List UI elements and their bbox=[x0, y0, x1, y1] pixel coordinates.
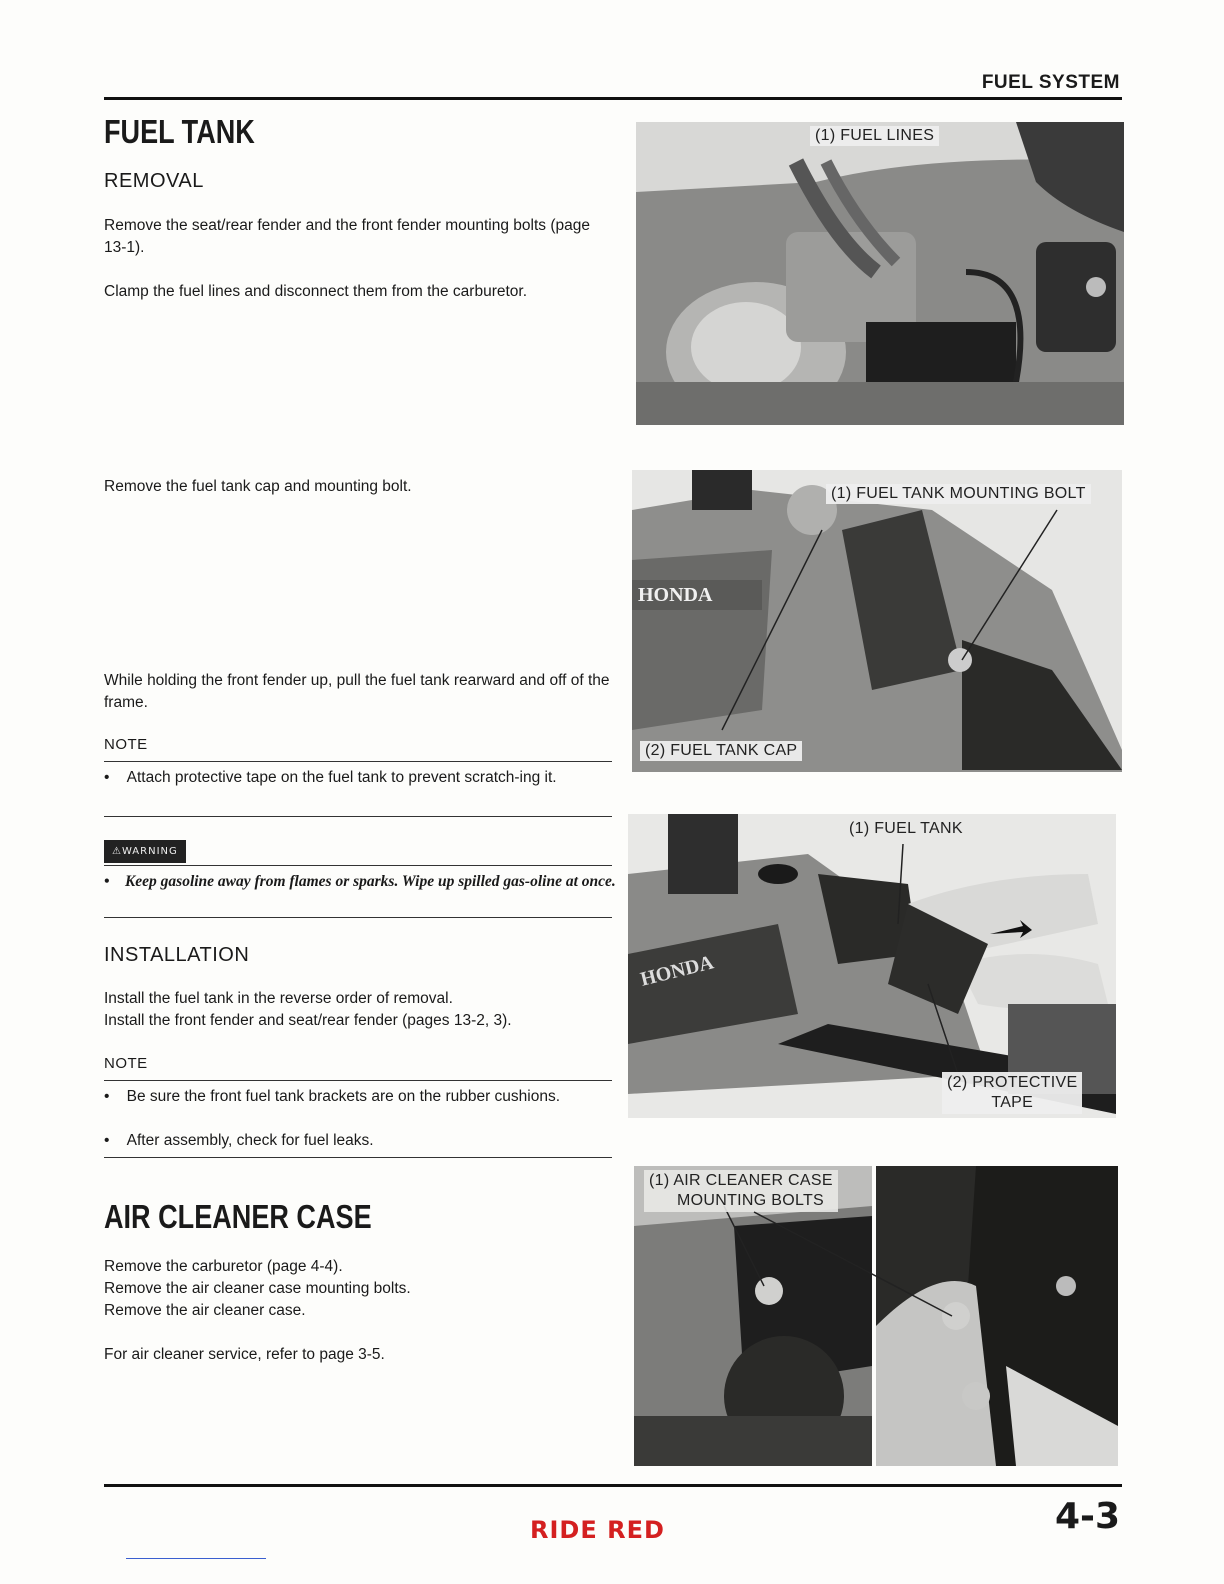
air-cleaner-step-3: Remove the air cleaner case. bbox=[104, 1302, 306, 1319]
leader-lines bbox=[634, 1166, 1118, 1466]
note-item: • Attach protective tape on the fuel tank to prevent scratch-ing it. bbox=[104, 769, 557, 786]
callout-tank-mounting-bolt: (1) FUEL TANK MOUNTING BOLT bbox=[826, 484, 1091, 504]
installation-step-2: Install the front fender and seat/rear fender (pages 13-2, 3). bbox=[104, 1012, 512, 1029]
honda-logo: HONDA bbox=[638, 584, 713, 606]
note-rule-top bbox=[104, 761, 612, 762]
note-rule-top bbox=[104, 1080, 612, 1081]
air-cleaner-step-2: Remove the air cleaner case mounting bolts. bbox=[104, 1280, 411, 1297]
warning-badge: ⚠WARNING bbox=[104, 840, 186, 863]
warning-text: • Keep gasoline away from flames or sparks. Wipe up spilled gas-oline at once. bbox=[104, 873, 616, 890]
honda-logo: HONDA bbox=[638, 951, 716, 991]
section-header: FUEL SYSTEM bbox=[981, 72, 1120, 93]
installation-step-1: Install the fuel tank in the reverse order of removal. bbox=[104, 990, 453, 1007]
note-item: • After assembly, check for fuel leaks. bbox=[104, 1132, 374, 1149]
air-cleaner-step-4: For air cleaner service, refer to page 3-5. bbox=[104, 1346, 385, 1363]
air-cleaner-title: AIR CLEANER CASE bbox=[104, 1198, 372, 1235]
bottom-link-underline bbox=[126, 1558, 266, 1559]
note-rule-bottom bbox=[104, 816, 612, 817]
callout-fuel-lines: (1) FUEL LINES bbox=[810, 126, 939, 146]
callout-fuel-tank: (1) FUEL TANK bbox=[844, 819, 968, 839]
note-label: NOTE bbox=[104, 1055, 148, 1072]
photo-fuel-lines bbox=[636, 122, 1124, 425]
photo-tank-cap bbox=[632, 470, 1122, 772]
removal-step-2: Clamp the fuel lines and disconnect them from the carburetor. bbox=[104, 283, 528, 300]
footer-brand: RIDE RED bbox=[530, 1516, 665, 1544]
header-rule bbox=[104, 97, 1122, 100]
note-item: • Be sure the front fuel tank brackets are on the rubber cushions. bbox=[104, 1088, 561, 1105]
removal-heading: REMOVAL bbox=[104, 170, 204, 192]
footer-rule bbox=[104, 1484, 1122, 1487]
warning-rule-bottom bbox=[104, 917, 612, 918]
callout-air-cleaner-bolts: (1) AIR CLEANER CASE MOUNTING BOLTS bbox=[644, 1170, 838, 1212]
air-cleaner-step-1: Remove the carburetor (page 4-4). bbox=[104, 1258, 343, 1275]
installation-heading: INSTALLATION bbox=[104, 944, 250, 966]
callout-protective-tape: (2) PROTECTIVE TAPE bbox=[942, 1072, 1082, 1114]
callout-fuel-tank-cap: (2) FUEL TANK CAP bbox=[640, 741, 802, 761]
removal-step-1: Remove the seat/rear fender and the front fender mounting bolts (page 13-1). bbox=[104, 217, 590, 256]
page-number: 4-3 bbox=[1054, 1496, 1120, 1537]
note-rule-bottom bbox=[104, 1157, 612, 1158]
removal-step-4: While holding the front fender up, pull the fuel tank rearward and off of the frame. bbox=[104, 672, 610, 711]
warning-rule-top bbox=[104, 865, 612, 866]
note-label: NOTE bbox=[104, 736, 148, 753]
removal-step-3: Remove the fuel tank cap and mounting bolt. bbox=[104, 478, 412, 495]
fuel-tank-title: FUEL TANK bbox=[104, 113, 255, 150]
